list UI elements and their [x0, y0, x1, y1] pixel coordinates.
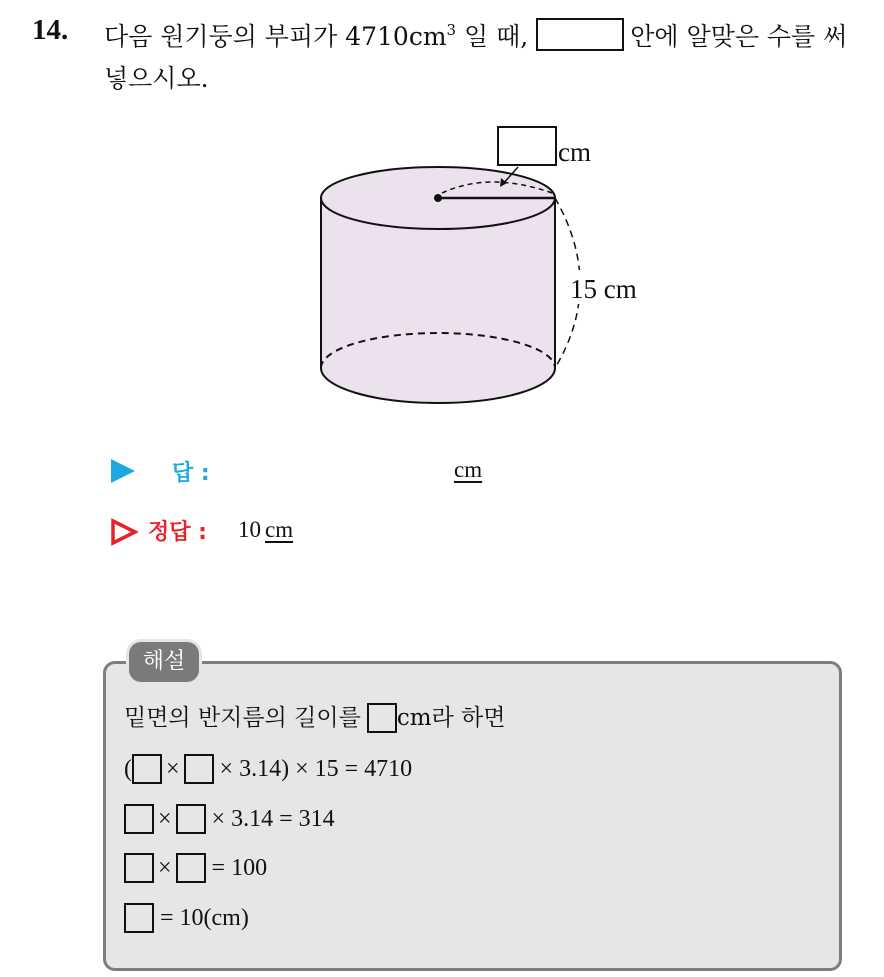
- solution-line5-rest: = 10(cm): [160, 905, 249, 931]
- correct-answer: [238, 517, 293, 543]
- correct-arrow-icon: [110, 518, 138, 546]
- answer-blank-box: [536, 18, 624, 51]
- times-sign: ×: [166, 756, 180, 782]
- times-sign: ×: [158, 806, 172, 832]
- blank-box: [124, 853, 154, 883]
- blank-box: [124, 804, 154, 834]
- question-text: [104, 16, 864, 100]
- solution-line-1: [124, 701, 505, 735]
- blank-box: [124, 903, 154, 933]
- solution-line1-a: 밑면의 반지름의 길이를: [124, 705, 361, 731]
- question-text-part3: 안에 알맞은 수를 써 넣으시오.: [104, 22, 848, 93]
- correct-label: 정답 :: [148, 520, 207, 545]
- question-text-part1: 다음 원기둥의 부피가 4710cm: [104, 22, 447, 51]
- solution-line1-b: cm라 하면: [396, 705, 506, 731]
- paren-open: (: [124, 756, 132, 782]
- times-sign: ×: [158, 855, 172, 881]
- blank-box: [176, 804, 206, 834]
- blank-box: [132, 754, 162, 784]
- blank-box: [176, 853, 206, 883]
- solution-line-2: [124, 752, 412, 786]
- answer-arrow-icon: [110, 458, 136, 484]
- radius-unit: cm: [558, 137, 591, 167]
- cylinder-svg: [290, 115, 660, 415]
- solution-line-5: [124, 901, 249, 935]
- answer-unit: cm: [454, 457, 483, 482]
- correct-value: 10: [238, 517, 261, 542]
- solution-line2-rest: × 3.14) × 15 = 4710: [219, 756, 413, 782]
- cylinder-figure: [290, 115, 660, 419]
- question-number: 14.: [32, 14, 69, 46]
- cube-superscript: 3: [446, 21, 457, 39]
- blank-box: [184, 754, 214, 784]
- blank-box: [367, 703, 397, 733]
- height-label: 15 cm: [570, 274, 637, 304]
- solution-line4-rest: = 100: [211, 855, 268, 881]
- correct-unit: cm: [265, 517, 294, 542]
- solution-line-3: [124, 802, 335, 836]
- answer-label: 답 :: [172, 461, 210, 486]
- radius-box: [498, 127, 556, 165]
- solution-line-4: [124, 851, 267, 885]
- solution-line3-rest: × 3.14 = 314: [211, 806, 335, 832]
- question-text-part2: 일 때,: [456, 22, 529, 51]
- solution-tag: 해설: [129, 642, 199, 682]
